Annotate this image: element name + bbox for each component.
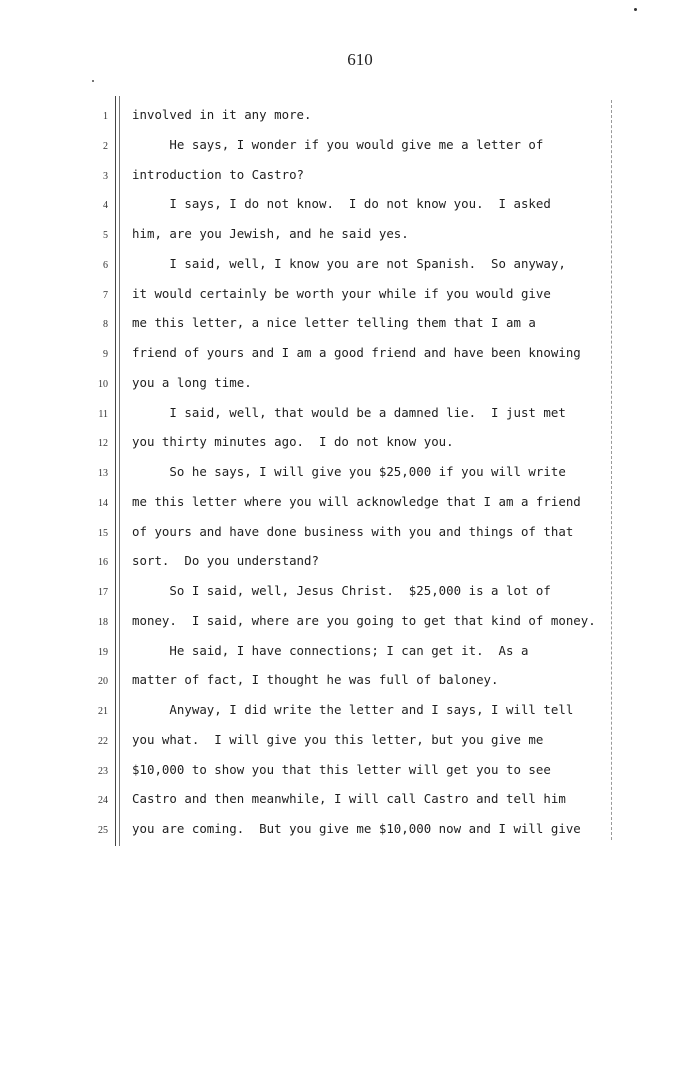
transcript-line: [0, 255, 691, 277]
line-text: He said, I have connections; I can get it. As a: [132, 642, 529, 658]
line-text: matter of fact, I thought he was full of baloney.: [132, 672, 499, 688]
line-text: you what. I will give you this letter, but you give me: [132, 731, 544, 747]
line-text: friend of yours and I am a good friend and have been knowing: [132, 345, 581, 360]
line-number: 15: [98, 527, 108, 539]
transcript-line: [0, 493, 691, 515]
transcript-line: [0, 820, 691, 842]
line-text: sort. Do you understand?: [132, 553, 319, 569]
transcript-line: [0, 136, 691, 158]
line-text: you a long time.: [132, 374, 252, 390]
line-number: 10: [98, 378, 108, 390]
line-number: 17: [98, 587, 108, 598]
line-number: 3: [103, 170, 108, 182]
transcript-line: [0, 731, 691, 753]
transcript-line: [0, 314, 691, 336]
scan-speck: [634, 8, 637, 11]
transcript-line: [0, 523, 691, 545]
line-number: 8: [103, 319, 108, 331]
transcript-line: [0, 166, 691, 188]
transcript-line: [0, 404, 691, 426]
line-text: introduction to Castro?: [132, 166, 305, 182]
line-text: Anyway, I did write the letter and I says, I will tell: [132, 702, 574, 717]
transcript-line: [0, 582, 691, 604]
line-number: 23: [98, 765, 108, 777]
scan-speck: [92, 80, 94, 82]
line-number: 7: [103, 289, 108, 301]
line-number: 16: [98, 557, 108, 569]
line-text: him, are you Jewish, and he said yes.: [132, 226, 409, 241]
transcript-line: [0, 195, 691, 217]
line-number: 13: [98, 468, 108, 479]
transcript-line: [0, 671, 691, 693]
line-text: of yours and have done business with you and things of that: [132, 523, 574, 539]
transcript-line: [0, 344, 691, 366]
line-number: 21: [98, 706, 108, 717]
transcript-line: [0, 225, 691, 247]
line-number: 4: [103, 200, 108, 212]
transcript-line: [0, 701, 691, 723]
line-number: 18: [98, 616, 108, 628]
transcript-line: [0, 374, 691, 396]
line-text: He says, I wonder if you would give me a letter of: [132, 136, 544, 152]
line-number: 9: [103, 349, 108, 360]
line-text: $10,000 to show you that this letter will get you to see: [132, 761, 551, 777]
line-number: 20: [98, 676, 108, 688]
transcript-line: [0, 285, 691, 307]
line-text: me this letter where you will acknowledge that I am a friend: [132, 493, 581, 509]
line-text: Castro and then meanwhile, I will call Castro and tell him: [132, 791, 566, 807]
line-number: 2: [103, 140, 108, 152]
transcript-line: [0, 106, 691, 128]
line-text: you are coming. But you give me $10,000 now and I will give: [132, 821, 581, 836]
transcript-line: [0, 463, 691, 485]
line-number: 1: [103, 111, 108, 122]
transcript-line: [0, 433, 691, 455]
line-text: So he says, I will give you $25,000 if you will write: [132, 464, 566, 479]
line-number: 12: [98, 438, 108, 450]
line-text: you thirty minutes ago. I do not know you.: [132, 434, 454, 450]
line-number: 25: [98, 825, 108, 836]
line-text: me this letter, a nice letter telling them that I am a: [132, 315, 536, 331]
line-text: So I said, well, Jesus Christ. $25,000 is a lot of: [132, 583, 551, 598]
page-number: 610: [347, 50, 373, 69]
transcript-line: [0, 642, 691, 664]
transcript-line: [0, 552, 691, 574]
line-text: I said, well, I know you are not Spanish. So anyway,: [132, 255, 566, 271]
transcript-line: [0, 612, 691, 634]
line-number: 19: [98, 646, 108, 658]
line-number: 11: [98, 408, 108, 420]
transcript-line: [0, 761, 691, 783]
line-text: I said, well, that would be a damned lie. I just met: [132, 404, 566, 420]
line-number: 6: [103, 259, 108, 271]
line-text: money. I said, where are you going to get that kind of money.: [132, 612, 596, 628]
line-number: 24: [98, 795, 108, 807]
line-number: 14: [98, 497, 108, 509]
transcript-line: [0, 790, 691, 812]
line-number: 22: [98, 735, 108, 747]
line-text: I says, I do not know. I do not know you. I asked: [132, 196, 551, 212]
line-number: 5: [103, 230, 108, 241]
line-text: involved in it any more.: [132, 107, 312, 122]
line-text: it would certainly be worth your while if you would give: [132, 285, 551, 301]
